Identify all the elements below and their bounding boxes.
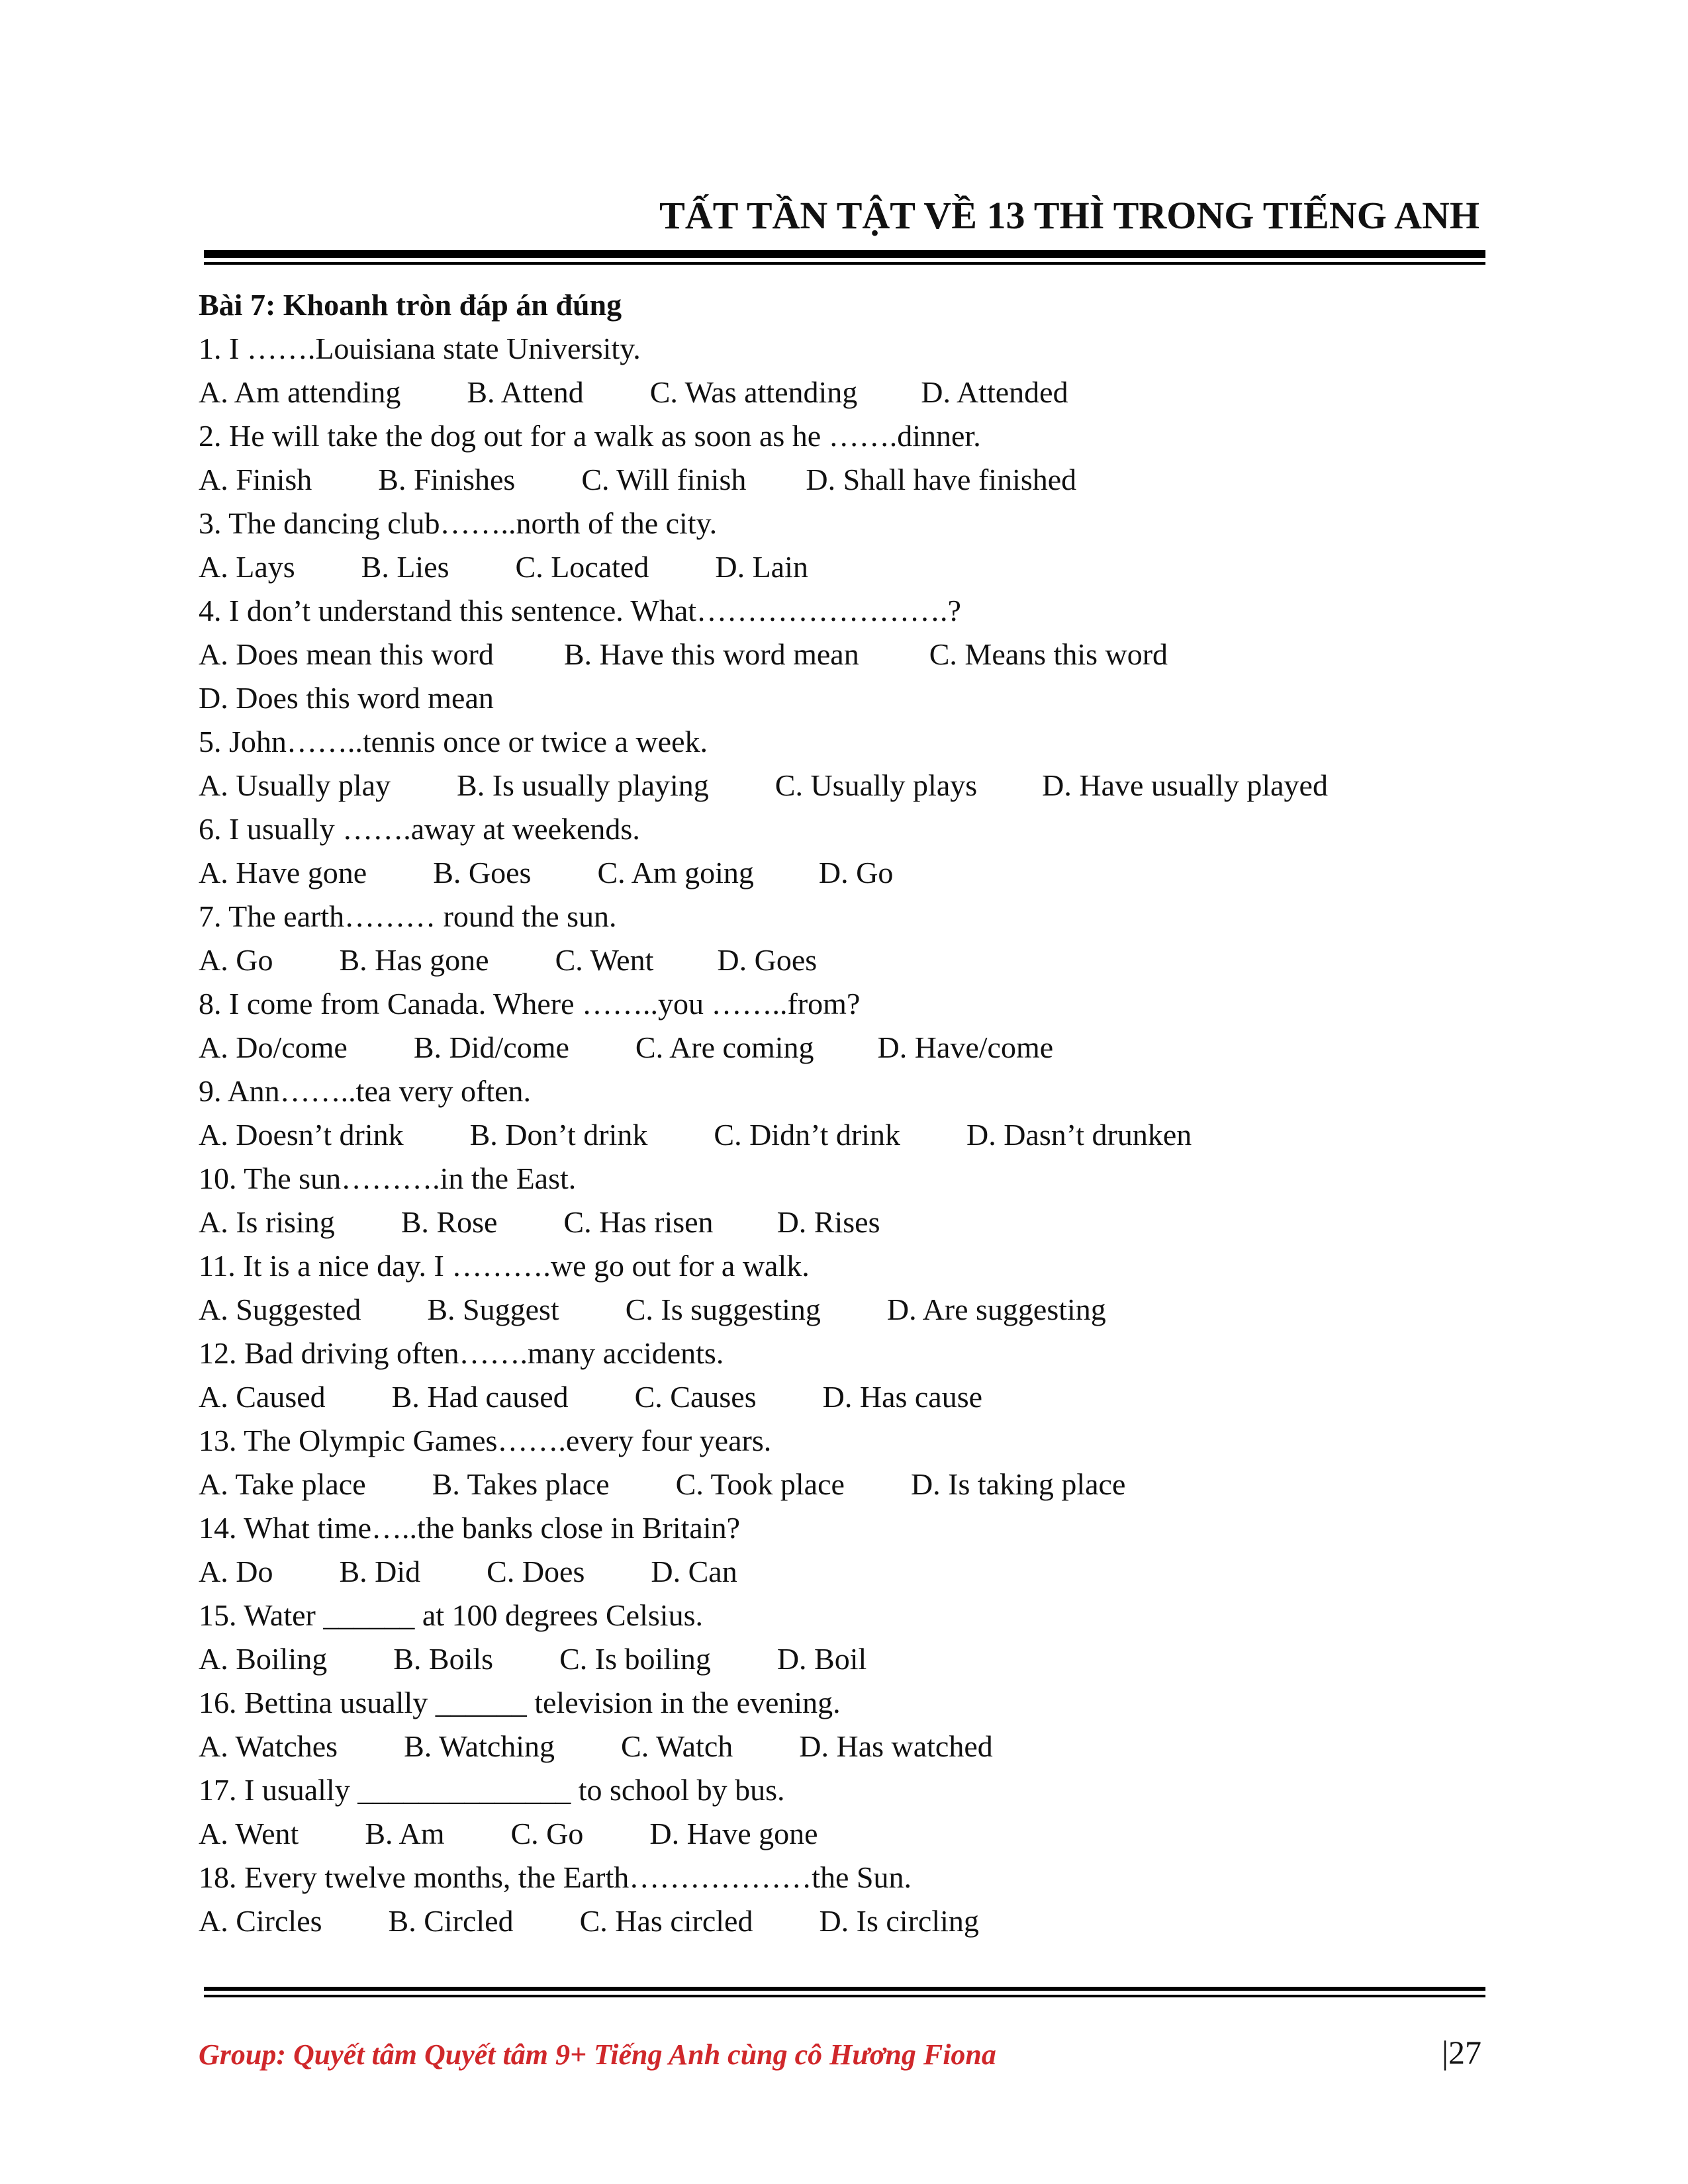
answer-options: [199, 545, 1483, 589]
answer-option-d[interactable]: D. Can: [651, 1555, 737, 1588]
question-text: 11. It is a nice day. I ……….we go out for a walk.: [199, 1249, 810, 1283]
question-text: 14. What time…..the banks close in Britain?: [199, 1511, 741, 1545]
answer-option-a[interactable]: A. Go: [199, 943, 273, 977]
answer-option-a[interactable]: A. Is rising: [199, 1205, 335, 1239]
answer-option-d[interactable]: D. Boil: [776, 1642, 867, 1676]
answer-option-c[interactable]: C. Causes: [634, 1380, 757, 1414]
answer-options: [199, 1113, 1483, 1157]
answer-option-b[interactable]: B. Is usually playing: [457, 768, 709, 802]
answer-option-c[interactable]: C. Will finish: [581, 463, 747, 496]
question-list: [199, 327, 1483, 1943]
header-rule: [204, 250, 1485, 258]
answer-options: [199, 1725, 1483, 1768]
question-text: 1. I …….Louisiana state University.: [199, 332, 641, 365]
answer-option-c[interactable]: C. Go: [510, 1817, 584, 1850]
answer-options: [199, 938, 1483, 982]
question-text: 7. The earth……… round the sun.: [199, 899, 617, 933]
answer-option-b[interactable]: B. Am: [365, 1817, 445, 1850]
answer-option-a[interactable]: A. Lays: [199, 550, 295, 584]
answer-option-a[interactable]: A. Do: [199, 1555, 273, 1588]
page-header-title: TẤT TẦN TẬT VỀ 13 THÌ TRONG TIẾNG ANH: [659, 194, 1479, 237]
answer-option-b[interactable]: B. Circled: [388, 1904, 514, 1938]
answer-option-b[interactable]: B. Watching: [404, 1729, 555, 1763]
answer-option-d[interactable]: D. Does this word mean: [199, 681, 494, 715]
answer-options: [199, 1026, 1483, 1069]
answer-option-a[interactable]: A. Do/come: [199, 1030, 348, 1064]
answer-option-d[interactable]: D. Lain: [715, 550, 808, 584]
answer-option-c[interactable]: C. Usually plays: [774, 768, 978, 802]
answer-option-d[interactable]: D. Shall have finished: [806, 463, 1077, 496]
answer-option-c[interactable]: C. Means this word: [929, 637, 1168, 671]
answer-option-c[interactable]: C. Was attending: [649, 375, 858, 409]
exercise-content: [199, 283, 1483, 1943]
answer-option-d[interactable]: D. Have gone: [649, 1817, 818, 1850]
answer-option-a[interactable]: A. Am attending: [199, 375, 401, 409]
answer-option-d[interactable]: D. Is circling: [819, 1904, 979, 1938]
answer-option-c[interactable]: C. Am going: [597, 856, 754, 889]
answer-option-b[interactable]: B. Goes: [433, 856, 532, 889]
answer-option-d[interactable]: D. Has cause: [822, 1380, 983, 1414]
answer-option-a[interactable]: A. Take place: [199, 1467, 366, 1501]
answer-option-b[interactable]: B. Boils: [393, 1642, 494, 1676]
answer-option-c[interactable]: C. Are coming: [635, 1030, 814, 1064]
answer-option-c[interactable]: C. Didn’t drink: [714, 1118, 900, 1152]
answer-option-c[interactable]: C. Is suggesting: [625, 1293, 821, 1326]
answer-options: [199, 371, 1483, 414]
answer-option-c[interactable]: C. Has circled: [579, 1904, 753, 1938]
answer-options: [199, 851, 1483, 895]
answer-options: [199, 1375, 1483, 1419]
answer-options: [199, 1201, 1483, 1244]
answer-options: [199, 1637, 1483, 1681]
question-text: 15. Water ______ at 100 degrees Celsius.: [199, 1598, 703, 1632]
answer-option-b[interactable]: B. Have this word mean: [563, 637, 859, 671]
question-text: 6. I usually …….away at weekends.: [199, 812, 640, 846]
question-text: 5. John……..tennis once or twice a week.: [199, 725, 708, 758]
answer-option-a[interactable]: A. Went: [199, 1817, 299, 1850]
answer-option-b[interactable]: B. Did/come: [413, 1030, 569, 1064]
answer-option-b[interactable]: B. Takes place: [432, 1467, 610, 1501]
answer-option-a[interactable]: A. Suggested: [199, 1293, 361, 1326]
question-text: 3. The dancing club……..north of the city.: [199, 506, 718, 540]
answer-option-a[interactable]: A. Finish: [199, 463, 312, 496]
answer-option-b[interactable]: B. Suggest: [427, 1293, 559, 1326]
answer-options: [199, 1288, 1483, 1332]
answer-option-c[interactable]: C. Took place: [675, 1467, 845, 1501]
answer-option-b[interactable]: B. Has gone: [339, 943, 489, 977]
question-text: 17. I usually ______________ to school by bus.: [199, 1773, 785, 1807]
answer-option-a[interactable]: A. Circles: [199, 1904, 322, 1938]
answer-option-d[interactable]: D. Has watched: [799, 1729, 993, 1763]
question-text: 16. Bettina usually ______ television in the evening.: [199, 1686, 841, 1719]
answer-option-c[interactable]: C. Has risen: [563, 1205, 714, 1239]
answer-options: [199, 1899, 1483, 1943]
answer-option-d[interactable]: D. Have/come: [877, 1030, 1054, 1064]
answer-option-d[interactable]: D. Have usually played: [1042, 768, 1328, 802]
question-text: 8. I come from Canada. Where ……..you ……..from?: [199, 987, 861, 1021]
question-text: 13. The Olympic Games…….every four years.: [199, 1424, 772, 1457]
answer-option-d[interactable]: D. Rises: [776, 1205, 880, 1239]
question-text: 9. Ann……..tea very often.: [199, 1074, 532, 1108]
footer-rule: [204, 1995, 1485, 1997]
answer-options: [199, 1812, 1483, 1856]
answer-option-d[interactable]: D. Attended: [921, 375, 1068, 409]
answer-option-c[interactable]: C. Located: [515, 550, 649, 584]
answer-option-b[interactable]: B. Lies: [361, 550, 449, 584]
answer-option-a[interactable]: A. Caused: [199, 1380, 326, 1414]
question-text: 2. He will take the dog out for a walk as soon as he …….dinner.: [199, 419, 981, 453]
question-text: 18. Every twelve months, the Earth………………the Sun.: [199, 1860, 912, 1894]
question-text: 4. I don’t understand this sentence. What…………………….?: [199, 594, 961, 627]
answer-option-c[interactable]: C. Is boiling: [559, 1642, 711, 1676]
answer-option-a[interactable]: A. Have gone: [199, 856, 367, 889]
answer-option-d[interactable]: D. Are suggesting: [886, 1293, 1106, 1326]
question-text: 10. The sun……….in the East.: [199, 1161, 577, 1195]
page-number: |27: [1441, 2034, 1481, 2071]
exercise-title: Bài 7: Khoanh tròn đáp án đúng: [199, 288, 622, 322]
answer-option-b[interactable]: B. Rose: [400, 1205, 498, 1239]
footer-rule: [204, 1987, 1485, 1991]
answer-options: [199, 1550, 1483, 1594]
answer-option-b[interactable]: B. Had caused: [391, 1380, 569, 1414]
answer-option-c[interactable]: C. Watch: [621, 1729, 733, 1763]
answer-option-d[interactable]: D. Go: [818, 856, 894, 889]
answer-option-b[interactable]: B. Attend: [467, 375, 584, 409]
answer-option-d[interactable]: D. Goes: [717, 943, 818, 977]
answer-option-a[interactable]: A. Does mean this word: [199, 637, 494, 671]
answer-option-b[interactable]: B. Finishes: [378, 463, 516, 496]
question-text: 12. Bad driving often…….many accidents.: [199, 1336, 724, 1370]
answer-option-c[interactable]: C. Went: [555, 943, 654, 977]
answer-option-a[interactable]: A. Doesn’t drink: [199, 1118, 404, 1152]
answer-options: [199, 764, 1483, 807]
answer-options: [199, 458, 1483, 502]
answer-option-d[interactable]: D. Is taking place: [910, 1467, 1126, 1501]
answer-options: [199, 1463, 1483, 1506]
answer-option-c[interactable]: C. Does: [487, 1555, 585, 1588]
answer-option-b[interactable]: B. Did: [339, 1555, 421, 1588]
answer-option-b[interactable]: B. Don’t drink: [469, 1118, 648, 1152]
answer-option-a[interactable]: A. Watches: [199, 1729, 338, 1763]
footer-group-text: Group: Quyết tâm Quyết tâm 9+ Tiếng Anh cùng cô Hương Fiona: [199, 2038, 996, 2071]
header-rule: [204, 262, 1485, 265]
answer-option-a[interactable]: A. Boiling: [199, 1642, 328, 1676]
answer-option-a[interactable]: A. Usually play: [199, 768, 391, 802]
answer-option-d[interactable]: D. Dasn’t drunken: [966, 1118, 1192, 1152]
answer-options: [199, 633, 1483, 720]
